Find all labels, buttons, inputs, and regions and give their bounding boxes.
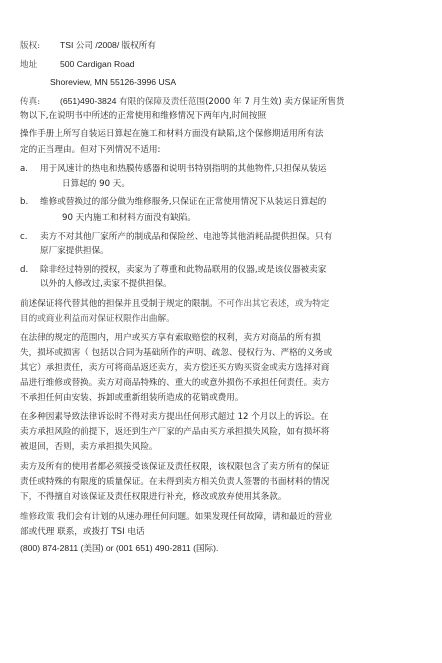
fax-line xyxy=(20,96,345,108)
condition-text: 维修或替换过的部分做为维修服务,只保证在正常使用情况下从装运日算起的 xyxy=(40,197,327,207)
address-line-2: Shoreview, MN 55126-3996 USA xyxy=(50,77,177,87)
remedy-5: 不承担任何由安装、拆卸或重新组装所造成的花销或费用。 xyxy=(20,393,244,403)
service-text: 我们会有计划的从速办理任何问题。如果发现任何故障，请和最近的营业 xyxy=(57,512,333,522)
address-line-1 xyxy=(20,59,135,71)
warranty-text-2: 操作手册上所写自装运日算起在施工和材料方面没有缺陷,这个保修期适用所有法 xyxy=(20,129,324,139)
agreement-2: 责任或特殊的有限度的质量保证。在未得到卖方相关负责人签署的书面材料的情况 xyxy=(20,477,330,487)
condition-b xyxy=(20,197,326,208)
condition-text: 除非经过特别的授权，卖家为了尊重和此物品联用的仪器,或是该仪器被卖家 xyxy=(40,265,327,275)
service-phones: (800) 874-2811 (美国) or (001 651) 490-2811 (国际). xyxy=(20,543,219,553)
condition-mark: c. xyxy=(20,232,28,242)
condition-a-cont: 日算起的 90 天。 xyxy=(62,179,130,189)
remedy-2: 失，损坏或损害（ 包括以合同为基础所作的声明、疏忽、侵权行为、严格的义务或 xyxy=(20,348,333,358)
condition-text: 用于风速计的热电和热膜传感器和说明书特别指明的其他物件,只担保从装运 xyxy=(40,164,327,174)
condition-text: 卖方不对其他厂家所产的制成品和保险丝、电池等其他消耗品提供担保。只有 xyxy=(40,232,333,242)
condition-mark: a. xyxy=(20,164,28,174)
limitation-2: 卖方承担风险的前提下，返还到生产厂家的产品由买方承担损失风险，如有损坏将 xyxy=(20,427,330,437)
limitation-3: 被退回，否则，卖方承担损失风险。 xyxy=(20,442,158,452)
remedy-4: 品进行维修或替换。卖方对商品特殊的、重大的或意外损伤不承担任何责任。卖方 xyxy=(20,378,330,388)
condition-d-cont: 以外的人修改过,卖家不提供担保。 xyxy=(40,279,172,289)
supersede-2: 目的或商业利益而对保证权限作出曲解。 xyxy=(20,314,175,324)
warranty-title: 有限的保障及责任范围 xyxy=(119,97,206,107)
copyright-text: TSI 公司 /2008/ 版权所有 xyxy=(60,40,156,50)
condition-d xyxy=(20,265,326,276)
agreement-1: 卖方及所有的使用者都必须接受该保证及责任权限，该权限包含了卖方所有的保证 xyxy=(20,462,330,472)
agreement-3: 下，不得擅自对该保证及责任权限进行补充，修改或放弃使用其条款。 xyxy=(20,492,287,502)
condition-mark: d. xyxy=(20,265,29,275)
condition-mark: b. xyxy=(20,197,29,207)
remedy-1: 在法律的规定的范围内，用户或买方享有索取赔偿的权利，卖方对商品的所有损 xyxy=(20,333,321,343)
fax-number: (651)490-3824 xyxy=(60,96,117,106)
condition-b-cont: 90 天内施工和材料方面没有缺陷。 xyxy=(62,213,196,223)
service-2: 部或代理 联系，或拨打 TSI 电话 xyxy=(20,527,145,537)
condition-c-cont: 原厂家提供担保。 xyxy=(40,246,109,256)
supersede-1 xyxy=(20,299,329,310)
service-label: 维修政策 xyxy=(20,512,55,522)
warranty-text-3: 定的正当理由。但对下列情况不适用: xyxy=(20,145,161,155)
warranty-text-1: 物以下,在说明书中所述的正常使用和维修情况下两年内,时间按照 xyxy=(20,111,267,121)
copyright-label: 版权: xyxy=(20,41,41,51)
supersede-text-serif: 不可作出其它表述，或为特定 xyxy=(217,299,330,309)
supersede-text: 前述保证将代替其他的担保并且受制于规定的限制。 xyxy=(20,299,218,309)
service-1 xyxy=(20,512,332,523)
remedy-3: 其它）承担责任，卖方可将商品返还卖方，卖方偿还买方购买资金或卖方选择对商 xyxy=(20,363,330,373)
copyright-line xyxy=(20,40,156,52)
limitation-1: 在多种因素导致法律诉讼时不得对卖方提出任何形式超过 12 个月以上的诉讼。在 xyxy=(20,412,329,422)
warranty-title-suffix: (2000 年 7 月生效) 卖方保证所售货 xyxy=(205,97,345,107)
fax-label: 传真: xyxy=(20,97,41,107)
address-street: 500 Cardigan Road xyxy=(60,59,135,69)
condition-c xyxy=(20,232,332,243)
condition-a xyxy=(20,164,326,175)
address-label: 地址 xyxy=(20,60,38,70)
